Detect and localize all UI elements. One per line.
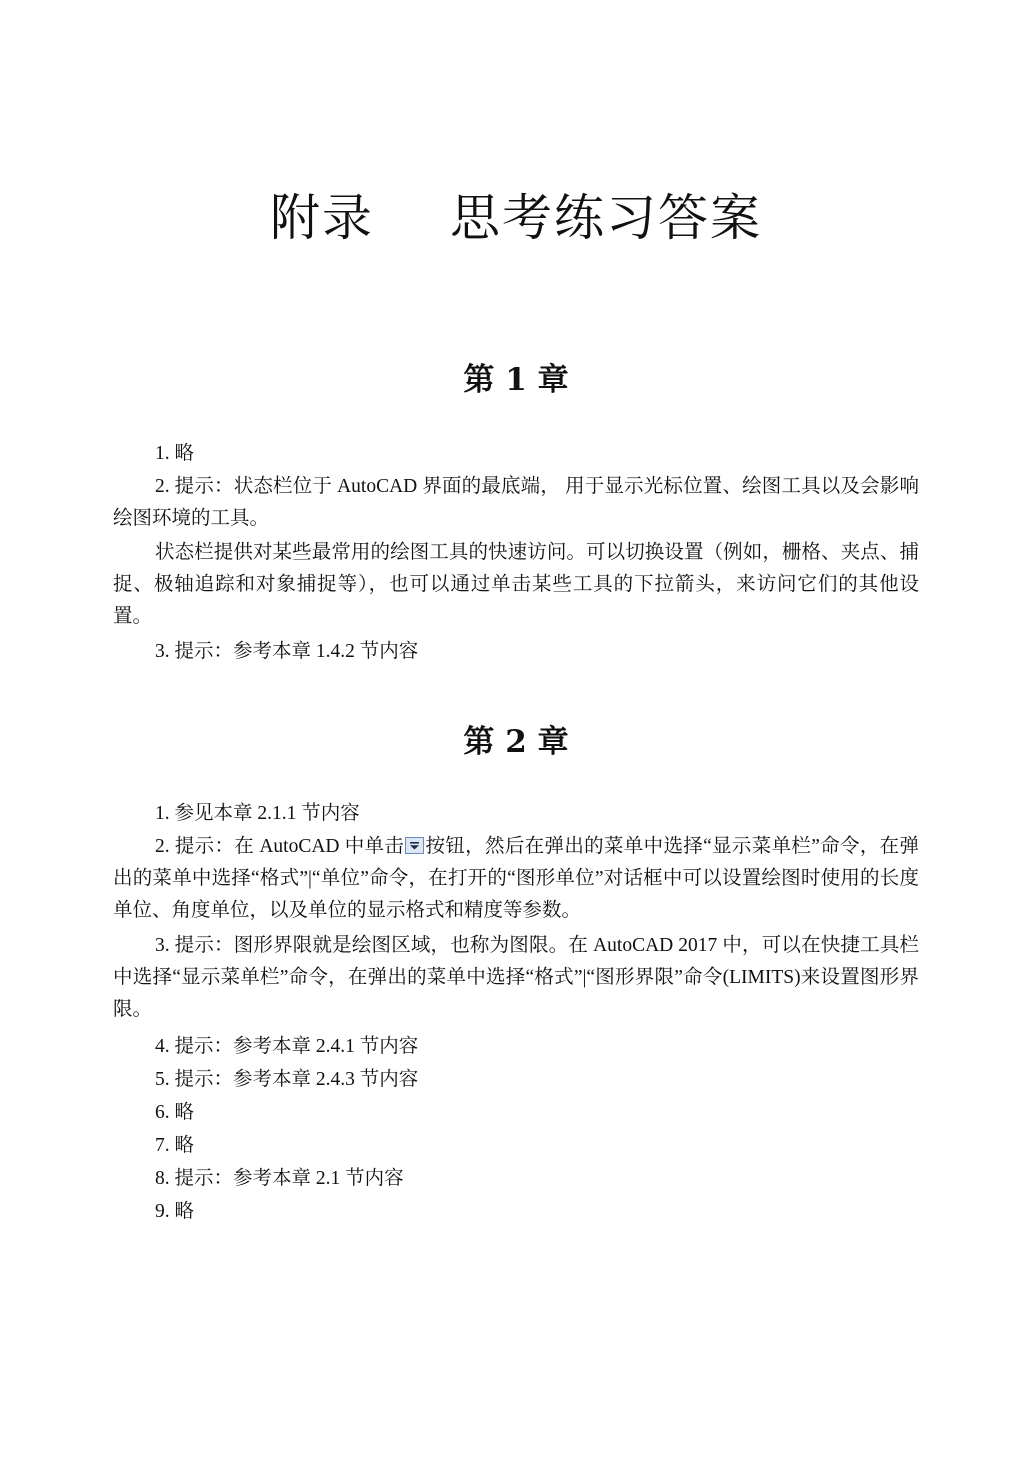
ch2-item-9: 9. 略 <box>155 1201 195 1222</box>
chapter-2-heading: 第 2 章 <box>463 724 569 760</box>
dropdown-arrow-icon <box>405 837 424 854</box>
title-answers: 思考练习答案 <box>450 189 762 247</box>
ch2-item-4: 4. 提示：参考本章 2.4.1 节内容 <box>155 1036 419 1057</box>
ch1-item-2: 2. 提示：状态栏位于 AutoCAD 界面的最底端， 用于显示光标位置、绘图工具以及会影响绘图环境的工具。 <box>113 476 919 529</box>
title-appendix: 附录 <box>270 189 374 247</box>
ch2-item-2 <box>113 831 919 927</box>
ch1-item-1: 1. 略 <box>155 443 195 464</box>
page-title <box>0 178 1032 250</box>
ch1-item-3: 3. 提示：参考本章 1.4.2 节内容 <box>155 641 419 662</box>
ch2-item-1: 1. 参见本章 2.1.1 节内容 <box>155 803 360 824</box>
chapter-1-heading: 第 1 章 <box>463 362 569 398</box>
ch2-item-2-text-end: 按钮，然后在弹出的菜单中选择“显示菜单栏”命令，在弹出的菜单中选择“格式”|“单位”命令，在打开的“图形单位”对话框中可以设置绘图时使用的长度单位、角度单位，以及单位的显示格式和精度等参数。 <box>113 836 920 921</box>
ch1-item-2-continued: 状态栏提供对某些最常用的绘图工具的快速访问。可以切换设置（例如，栅格、夹点、捕捉、极轴追踪和对象捕捉等），也可以通过单击某些工具的下拉箭头，来访问它们的其他设置。 <box>113 542 919 627</box>
ch2-item-7: 7. 略 <box>155 1135 195 1156</box>
ch2-item-5: 5. 提示：参考本章 2.4.3 节内容 <box>155 1069 419 1090</box>
ch2-item-2-text-start: 2. 提示：在 AutoCAD 中单击 <box>155 836 405 857</box>
ch2-item-8: 8. 提示：参考本章 2.1 节内容 <box>155 1168 404 1189</box>
ch2-item-3: 3. 提示：图形界限就是绘图区域，也称为图限。在 AutoCAD 2017 中，可以在快捷工具栏中选择“显示菜单栏”命令，在弹出的菜单中选择“格式”|“图形界限”命令(LIMITS)来设置图形界限。 <box>113 935 919 1020</box>
ch2-item-6: 6. 略 <box>155 1102 195 1123</box>
